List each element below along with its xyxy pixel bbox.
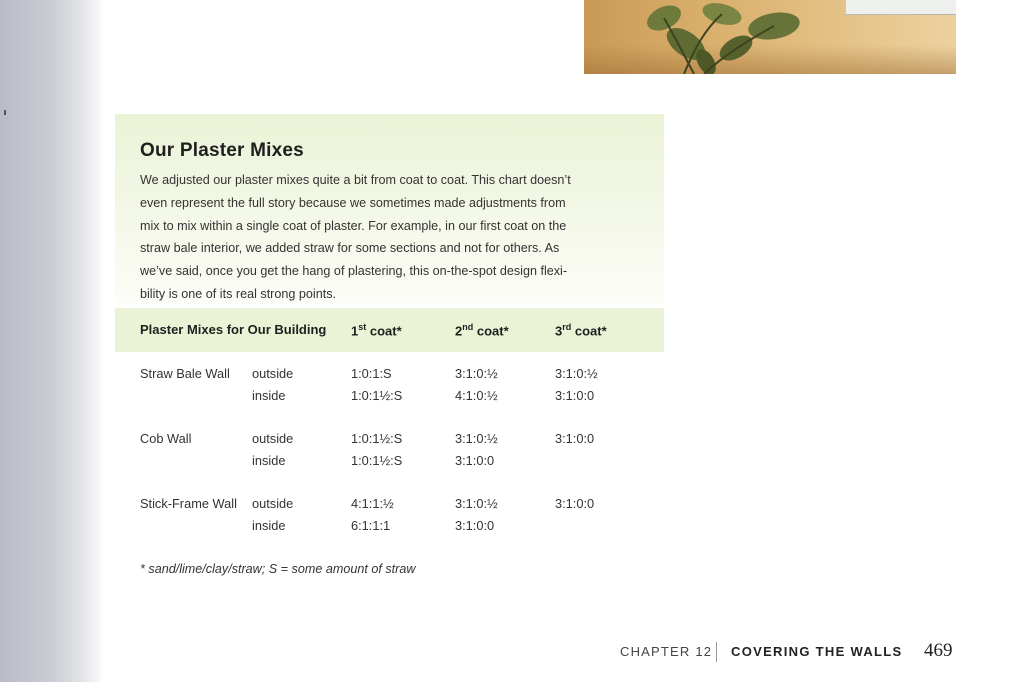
table-cell-coat1: 1:0:1½:S bbox=[351, 388, 403, 403]
photo-plate-edge bbox=[846, 0, 956, 15]
table-cell-coat3: 3:1:0:0 bbox=[555, 431, 595, 446]
table-cell-coat2: 3:1:0:½ bbox=[455, 496, 498, 511]
table-cell-coat3: 3:1:0:0 bbox=[555, 388, 595, 403]
sidebar-intro bbox=[140, 169, 640, 306]
footer-section-title: COVERING THE WALLS bbox=[731, 644, 903, 659]
table-cell-coat2: 3:1:0:0 bbox=[455, 518, 495, 533]
header-coat-1: 1st coat* bbox=[351, 322, 402, 339]
table-cell-coat2: 3:1:0:½ bbox=[455, 431, 498, 446]
table-cell-coat1: 6:1:1:1 bbox=[351, 518, 391, 533]
table-cell-side: outside bbox=[252, 431, 294, 446]
footer-divider bbox=[716, 642, 717, 662]
sidebar-title: Our Plaster Mixes bbox=[140, 140, 304, 161]
table-cell-coat3: 3:1:0:0 bbox=[555, 496, 595, 511]
table-cell-wall: Stick-Frame Wall bbox=[140, 496, 237, 511]
intro-line: even represent the full story because we sometimes made adjustments from bbox=[140, 195, 566, 210]
intro-line: mix to mix within a single coat of plaster. For example, in our first coat on the bbox=[140, 218, 567, 233]
page-number: 469 bbox=[924, 640, 953, 661]
table-cell-coat2: 4:1:0:½ bbox=[455, 388, 498, 403]
plant-leaves-graphic bbox=[624, 0, 824, 74]
table-cell-side: inside bbox=[252, 388, 286, 403]
plaster-mixes-sidebar bbox=[115, 114, 664, 594]
table-cell-side: inside bbox=[252, 518, 286, 533]
footer-chapter: CHAPTER 12 bbox=[620, 644, 713, 659]
header-coat-3: 3rd coat* bbox=[555, 322, 607, 339]
table-cell-side: inside bbox=[252, 453, 286, 468]
intro-line: We adjusted our plaster mixes quite a bit from coat to coat. This chart doesn’t bbox=[140, 173, 571, 187]
intro-line: bility is one of its real strong points. bbox=[140, 286, 336, 301]
header-coat-2: 2nd coat* bbox=[455, 322, 509, 339]
table-cell-coat1: 1:0:1½:S bbox=[351, 453, 403, 468]
table-cell-wall: Cob Wall bbox=[140, 431, 192, 446]
header-label: Plaster Mixes for Our Building bbox=[140, 322, 327, 337]
table-cell-coat2: 3:1:0:½ bbox=[455, 366, 498, 381]
table-cell-side: outside bbox=[252, 496, 294, 511]
intro-line: we’ve said, once you get the hang of plastering, this on-the-spot design flexi- bbox=[140, 264, 568, 279]
table-cell-coat1: 1:0:1½:S bbox=[351, 431, 403, 446]
table-cell-coat1: 4:1:1:½ bbox=[351, 496, 394, 511]
book-gutter-shadow bbox=[0, 0, 104, 682]
intro-line: straw bale interior, we added straw for some sections and not for others. As bbox=[140, 241, 560, 256]
plant-photo bbox=[584, 0, 956, 74]
table-footnote: * sand/lime/clay/straw; S = some amount of straw bbox=[140, 562, 416, 576]
table-header-row bbox=[115, 308, 664, 352]
table-cell-wall: Straw Bale Wall bbox=[140, 366, 230, 381]
table-cell-coat3: 3:1:0:½ bbox=[555, 366, 598, 381]
table-cell-coat1: 1:0:1:S bbox=[351, 366, 392, 381]
table-cell-coat2: 3:1:0:0 bbox=[455, 453, 495, 468]
gutter-mark bbox=[4, 110, 6, 115]
table-cell-side: outside bbox=[252, 366, 294, 381]
